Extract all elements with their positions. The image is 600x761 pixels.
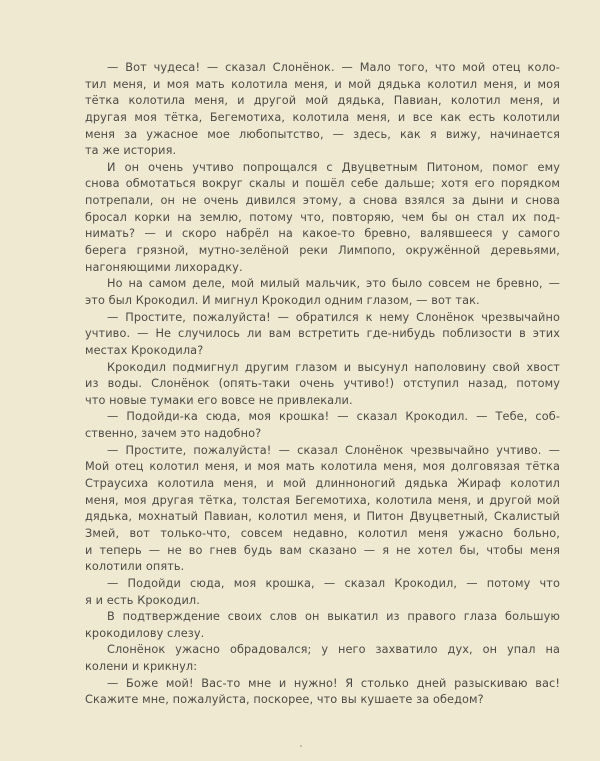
text-line: ственно, зачем это надобно?: [85, 427, 262, 441]
text-line: — Простите, пожалуйста! — сказал Слонёнок чрезвычайно учтиво. —: [107, 443, 560, 457]
text-line: та же история.: [85, 144, 177, 158]
paragraph: [85, 443, 560, 576]
text-line: из воды. Слонёнок (опять-таки очень учтиво!) отступил назад, потому: [85, 377, 560, 391]
text-line: — Подойди-ка сюда, моя крошка! — сказал Крокодил. — Тебе, соб-: [107, 410, 560, 424]
text-line: Змей, вот только-что, совсем недавно, колотил меня ужасно больно,: [85, 526, 560, 540]
paragraph: [85, 676, 560, 709]
paragraph: [85, 310, 560, 360]
text-line: Крокодил подмигнул другим глазом и высунул наполовину свой хвост: [107, 360, 560, 374]
text-line: — Вот чудеса! — сказал Слонёнок. — Мало того, что мой отец коло-: [107, 61, 560, 74]
text-line: Страусиха колотила меня, и мой длинноногий дядька Жираф колотил: [85, 477, 560, 491]
paragraph: [85, 160, 560, 276]
text-line: крокодилову слезу.: [85, 626, 205, 640]
paragraph: [85, 60, 560, 160]
book-page-text: [85, 60, 560, 709]
text-line: Слонёнок ужасно обрадовался; у него захватило дух, он упал на: [107, 643, 560, 657]
text-line: — Подойди сюда, моя крошка, — сказал Крокодил, — потому что: [107, 576, 560, 590]
paragraph: [85, 609, 560, 642]
text-line: и теперь — не во гнев будь вам сказано — я не хотел бы, чтобы меня: [85, 543, 560, 557]
text-line: снова обмотаться вокруг скалы и пошёл себе дальше; хотя его порядком: [85, 177, 560, 191]
text-line: В подтверждение своих слов он выкатил из правого глаза большую: [107, 610, 560, 624]
text-line: тил меня, и моя мать колотила меня, и мой дядька колотил меня, и моя: [85, 77, 560, 91]
paragraph: [85, 642, 560, 675]
paragraph: [85, 276, 560, 309]
text-line: нагоняющими лихорадку.: [85, 260, 243, 274]
text-line: берега грязной, мутно-зелёной реки Лимпопо, окружённой деревьями,: [85, 244, 560, 258]
text-line: Скажите мне, пожалуйста, поскорее, что вы кушаете за обедом?: [85, 693, 484, 707]
text-line: бросал корки на землю, потому что, повторяю, чем бы он стал их под-: [85, 210, 560, 224]
text-line: что новые тумаки его вовсе не привлекали.: [85, 393, 353, 407]
text-line: колени и крикнул:: [85, 660, 198, 674]
text-line: дядька, мохнатый Павиан, колотил меня, и Питон Двуцветный, Скалистый: [85, 510, 560, 524]
text-line: местах Крокодила?: [85, 343, 204, 357]
text-line: я и есть Крокодил.: [85, 593, 200, 607]
text-line: И он очень учтиво попрощался с Двуцветным Питоном, помог ему: [107, 160, 560, 174]
paragraph: [85, 409, 560, 442]
paper-speck: [300, 745, 302, 747]
text-line: меня, моя другая тётка, толстая Бегемотиха, колотила меня, и другой мой: [85, 493, 560, 507]
paragraph: [85, 576, 560, 609]
text-line: колотили опять.: [85, 560, 185, 574]
text-line: тётка колотила меня, и другой мой дядька, Павиан, колотил меня, и: [85, 94, 560, 108]
text-line: Но на самом деле, мой милый мальчик, это было совсем не бревно, —: [107, 277, 560, 291]
text-line: — Простите, пожалуйста! — обратился к нему Слонёнок чрезвычайно: [107, 310, 560, 324]
text-line: Мой отец колотил меня, и моя мать колотила меня, моя долговязая тётка: [85, 460, 560, 474]
text-line: учтиво. — Не случилось ли вам встретить где-нибудь поблизости в этих: [85, 327, 560, 341]
text-line: меня за ужасное мое любопытство, — здесь, как я вижу, начинается: [85, 127, 560, 141]
paragraph: [85, 360, 560, 410]
text-line: это был Крокодил. И мигнул Крокодил одним глазом, — вот так.: [85, 293, 480, 307]
text-line: другая моя тётка, Бегемотиха, колотила меня, и все как есть колотили: [85, 110, 560, 124]
text-line: — Боже мой! Вас-то мне и нужно! Я столько дней разыскиваю вас!: [107, 676, 560, 690]
text-line: нимать? — и скоро набрёл на какое-то бревно, валявшееся у самого: [85, 227, 560, 241]
text-line: потрепали, он не очень дивился этому, а снова взялся за дыни и снова: [85, 194, 560, 208]
